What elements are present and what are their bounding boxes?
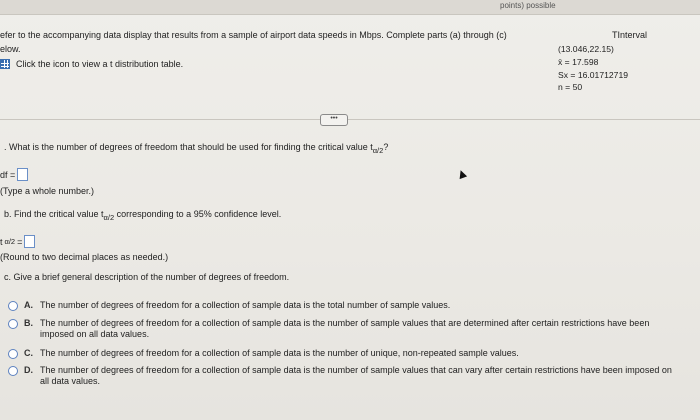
tinterval-title: TInterval — [612, 30, 648, 40]
top-bar — [0, 0, 700, 15]
part-b-question-pre: b. Find the critical value t — [4, 209, 104, 219]
header-partial-text: points) possible — [500, 1, 556, 10]
df-label: df = — [0, 169, 16, 180]
tinterval-n: n = 50 — [558, 82, 583, 92]
t-critical-label: t — [0, 236, 3, 247]
section-divider — [0, 119, 700, 120]
tinterval-interval: (13.046,22.15) — [558, 44, 614, 54]
df-answer-row — [0, 168, 28, 181]
option-c[interactable] — [8, 348, 678, 359]
option-c-text: The number of degrees of freedom for a collection of sample data is the number of unique, non-repeated sample values. — [40, 348, 519, 358]
part-c-question: c. Give a brief general description of the number of degrees of freedom. — [4, 272, 290, 282]
option-a-radio[interactable] — [8, 301, 18, 311]
tinterval-sx: Sx = 16.01712719 — [558, 70, 629, 80]
option-d-letter: D. — [24, 365, 33, 375]
part-b-question — [4, 209, 281, 222]
mouse-cursor-icon — [457, 169, 467, 179]
option-a-letter: A. — [24, 300, 33, 310]
tinterval-xbar: x̄ = 17.598 — [558, 57, 599, 67]
part-b-subscript: α/2 — [103, 212, 115, 222]
option-d-text: The number of degrees of freedom for a collection of sample data is the number of sample values that can vary after certain restrictions have been imposed on all data values. — [40, 365, 672, 386]
part-a-hint: (Type a whole number.) — [0, 186, 95, 196]
part-a-question-text: . What is the number of degrees of freedom that should be used for finding the critical value t — [4, 142, 373, 152]
option-d[interactable] — [8, 365, 678, 387]
t-critical-subscript: α/2 — [4, 237, 16, 246]
table-icon[interactable] — [0, 59, 10, 69]
option-b-letter: B. — [24, 318, 33, 328]
expand-button[interactable]: ••• — [320, 114, 348, 126]
option-b[interactable] — [8, 318, 678, 340]
part-a-tail: ? — [383, 142, 389, 152]
part-b-hint: (Round to two decimal places as needed.) — [0, 252, 169, 262]
t-critical-answer-input[interactable] — [24, 235, 35, 248]
t-critical-answer-row — [0, 235, 35, 248]
option-c-radio[interactable] — [8, 349, 18, 359]
option-c-letter: C. — [24, 348, 33, 358]
option-b-text: The number of degrees of freedom for a collection of sample data is the number of sample values that are determined after certain restrictions have been imposed on all data values. — [40, 318, 650, 339]
df-answer-input[interactable] — [17, 168, 28, 181]
option-d-radio[interactable] — [8, 366, 18, 376]
part-b-question-post: corresponding to a 95% confidence level. — [114, 209, 282, 219]
intro-line-1: efer to the accompanying data display that results from a sample of airport data speeds in Mbps. Complete parts (a) through (c) — [0, 30, 507, 40]
part-a-subscript: α/2 — [372, 145, 384, 155]
t-table-link-label[interactable]: Click the icon to view a t distribution table. — [16, 59, 184, 69]
part-a-question — [4, 142, 388, 155]
option-b-radio[interactable] — [8, 319, 18, 329]
option-a[interactable] — [8, 300, 678, 311]
intro-line-2: elow. — [0, 44, 21, 54]
t-table-link[interactable] — [0, 59, 183, 69]
t-critical-equals: = — [17, 236, 23, 247]
option-a-text: The number of degrees of freedom for a collection of sample data is the total number of sample values. — [40, 300, 451, 310]
